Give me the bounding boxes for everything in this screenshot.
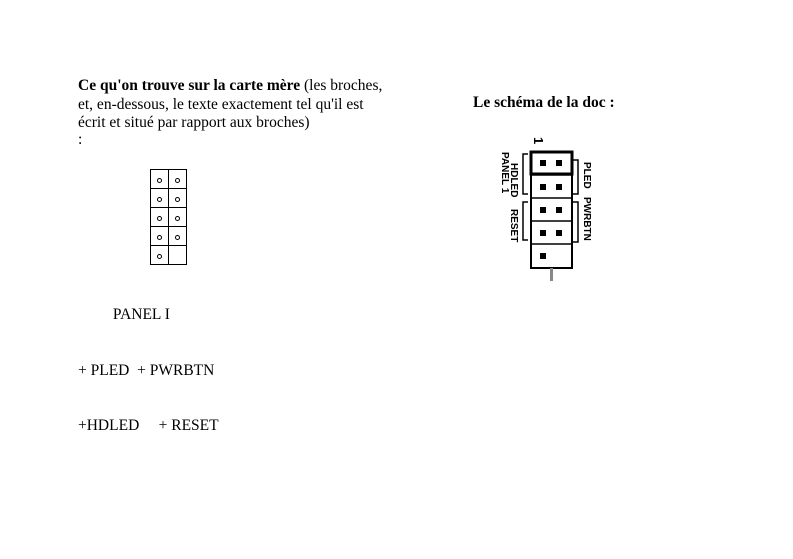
schema-pin (540, 230, 546, 236)
pwrbtn-bracket (573, 202, 578, 242)
pin-row (151, 189, 187, 208)
schema-pin (540, 184, 546, 190)
intro-line-2: et, en-dessous, le texte exactement tel qu'il est (78, 95, 364, 113)
pin-cell (151, 170, 169, 189)
pin-cell (169, 189, 187, 208)
pin-cell (151, 246, 169, 265)
schema-pin (540, 253, 546, 259)
pin-label-lines (78, 269, 219, 454)
intro-line-1: (les broches, (300, 77, 383, 94)
reset-bracket (523, 202, 528, 240)
pin-dot (157, 197, 162, 202)
label-line-pled-pwrbtn: + PLED + PWRBTN (78, 361, 215, 379)
motherboard-pin-header (150, 169, 187, 265)
schema-key-tab (550, 268, 553, 281)
intro-bold-heading: Ce qu'on trouve sur la carte mère (78, 77, 301, 94)
pin-cell (151, 208, 169, 227)
schema-label-hdled: HDLED (508, 163, 519, 198)
pled-bracket (573, 160, 578, 194)
label-line-panel: PANEL I (78, 306, 170, 323)
schema-pin (540, 207, 546, 213)
pin-row (151, 246, 187, 265)
doc-schema-title: Le schéma de la doc : (473, 94, 615, 111)
hdled-bracket (523, 154, 528, 194)
pin-row (151, 227, 187, 246)
pin-cell (169, 208, 187, 227)
doc-schema-diagram (497, 132, 597, 287)
intro-colon: : (78, 131, 83, 148)
pin-dot (175, 216, 180, 221)
schema-pin (540, 160, 546, 166)
schema-header-body (531, 152, 572, 268)
empty-pin-cell (169, 246, 187, 265)
pin-dot (175, 235, 180, 240)
pin-dot (175, 178, 180, 183)
intro-line-3: écrit et situé par rapport aux broches) (78, 114, 310, 131)
schema-label-pwrbtn: PWRBTN (581, 197, 592, 241)
pin-row (151, 170, 187, 189)
schema-label-reset: RESET (508, 209, 519, 243)
intro-paragraph (78, 77, 408, 133)
schema-label-pled: PLED (581, 162, 592, 189)
pin-dot (175, 197, 180, 202)
pin-cell (169, 170, 187, 189)
pin-cell (151, 227, 169, 246)
pin-dot (157, 235, 162, 240)
pin-dot (157, 178, 162, 183)
label-line-hdled-reset: +HDLED + RESET (78, 417, 219, 434)
schema-pin (556, 160, 562, 166)
schema-pin (556, 230, 562, 236)
pin-cell (151, 189, 169, 208)
schema-pin (556, 207, 562, 213)
schema-pin (556, 184, 562, 190)
pin-cell (169, 227, 187, 246)
pin-row (151, 208, 187, 227)
pin-dot (157, 216, 162, 221)
pin-dot (157, 254, 162, 259)
schema-label-panel: PANEL 1 (499, 152, 510, 194)
pin-one-label: 1 (531, 137, 546, 145)
